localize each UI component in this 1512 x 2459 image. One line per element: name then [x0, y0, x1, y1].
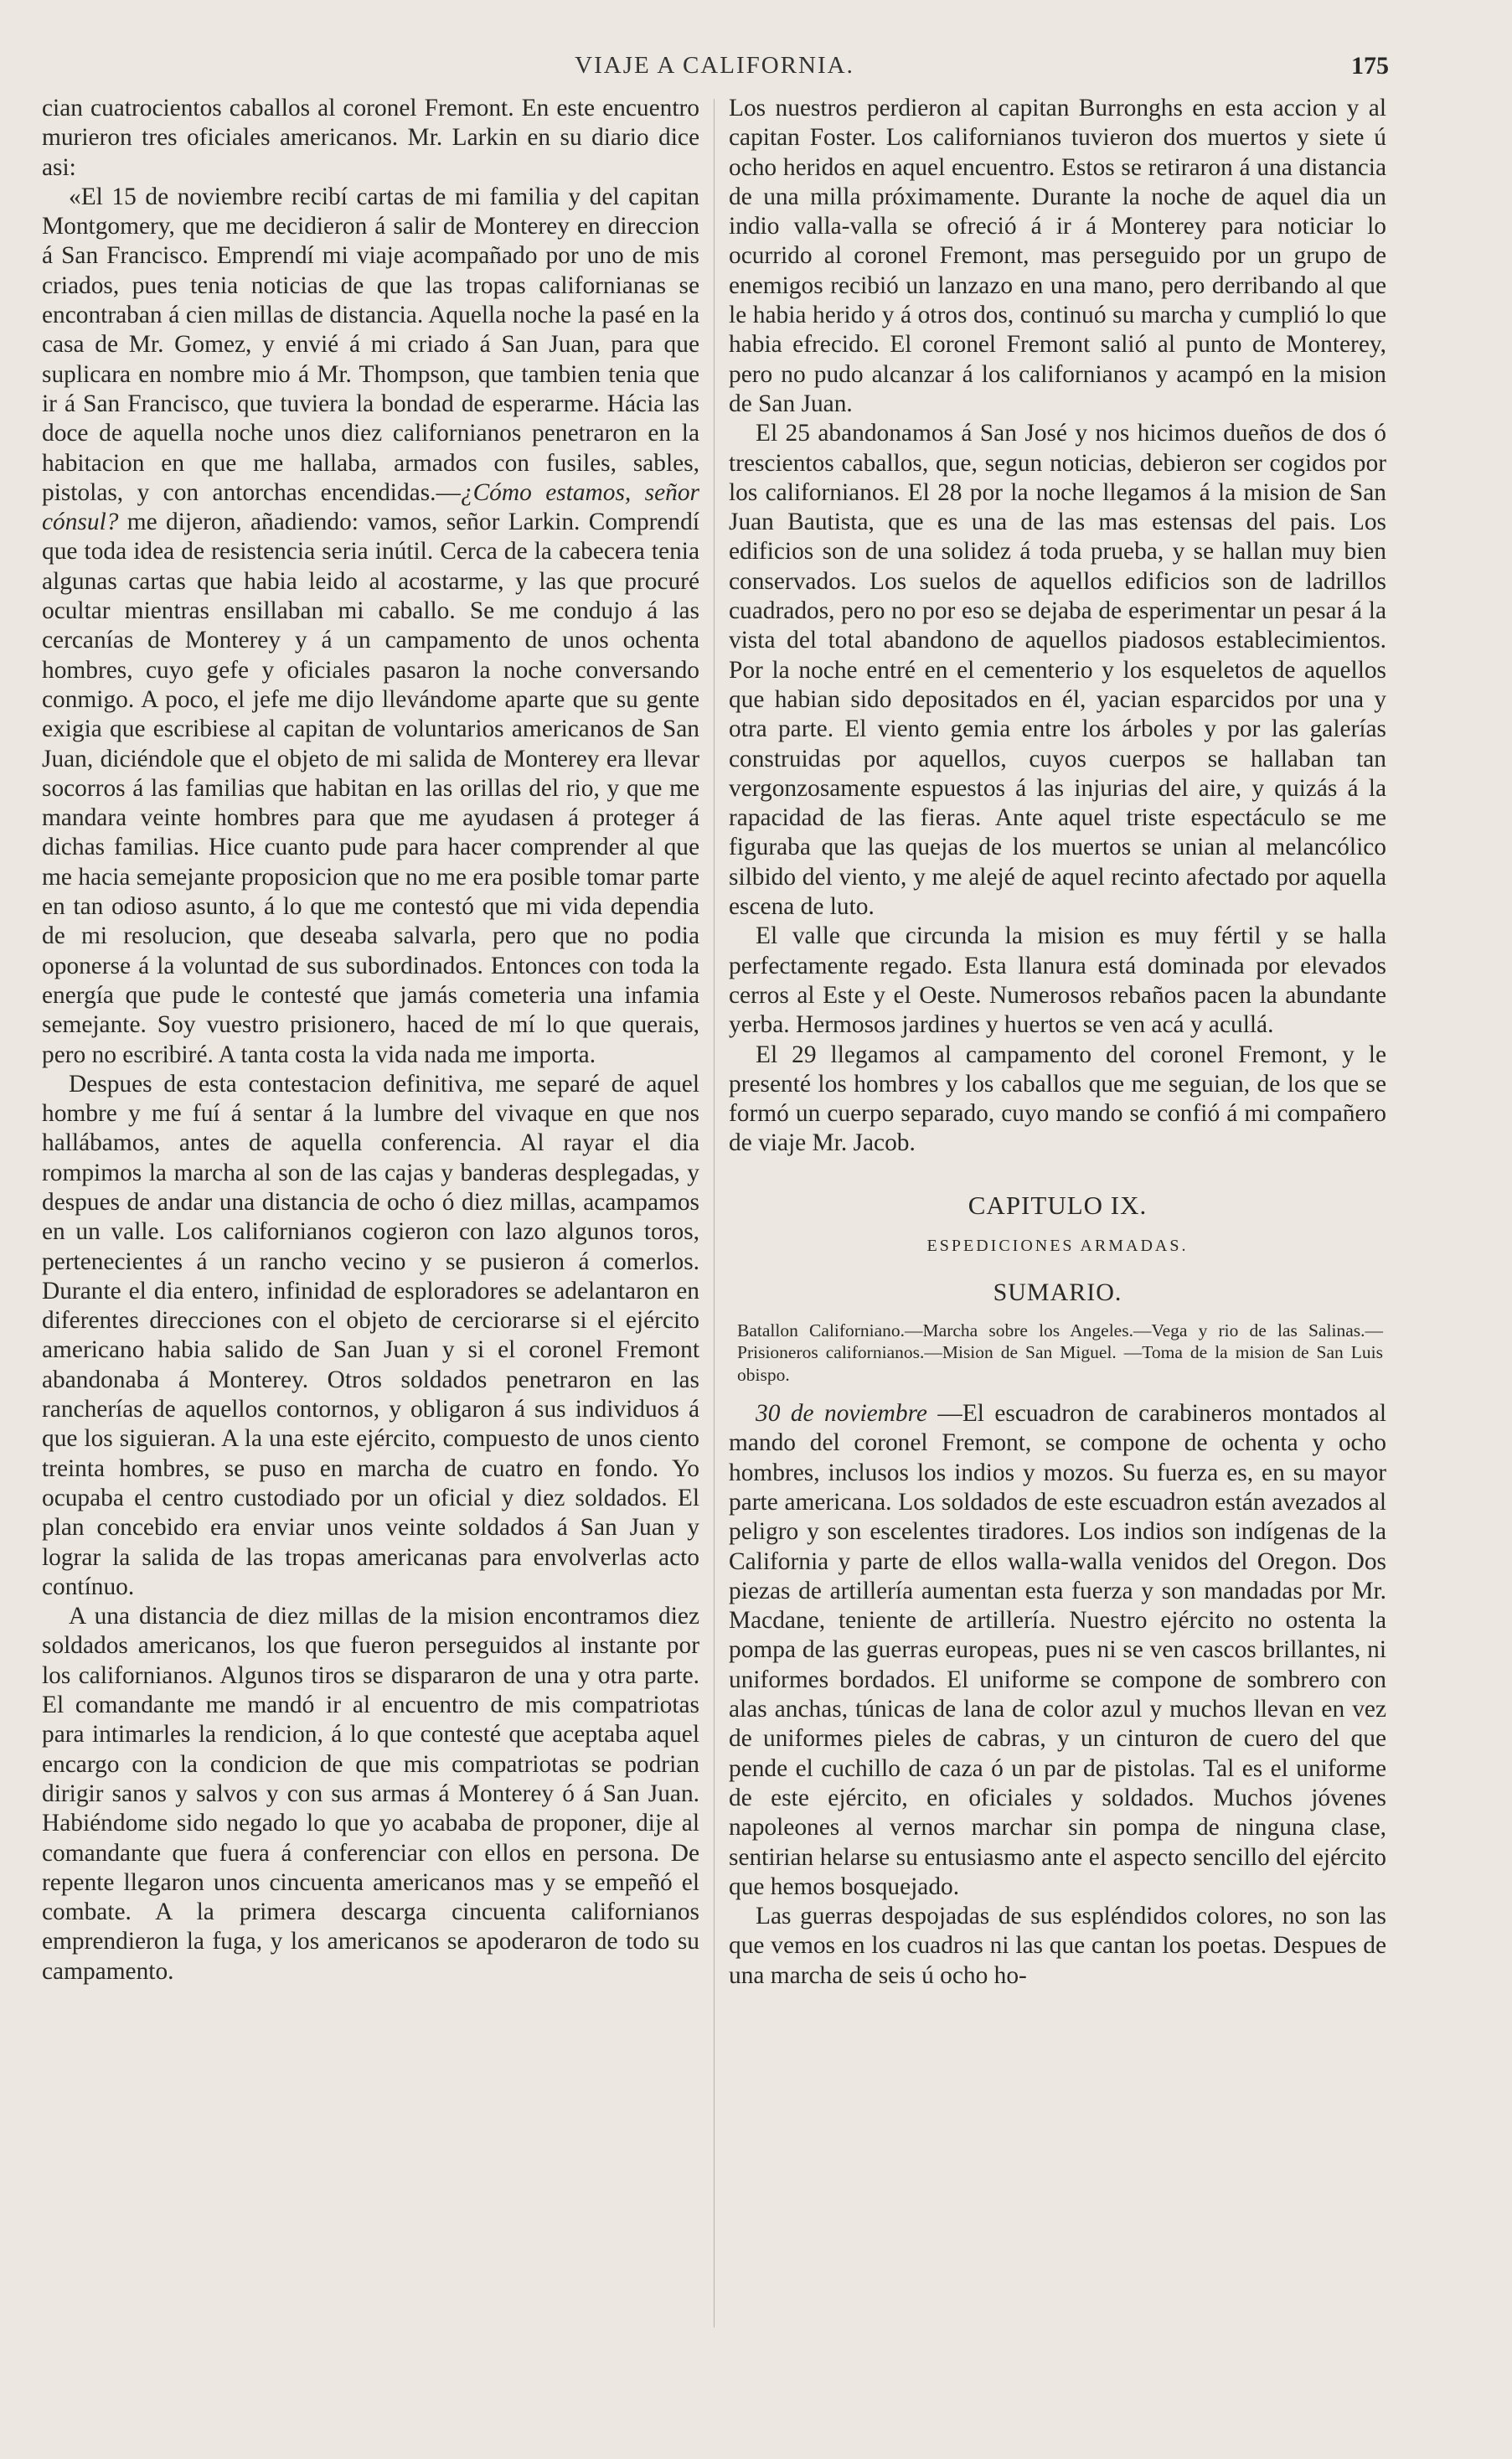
paragraph: El 25 abandonamos á San José y nos hicimos dueños de dos ó trescientos caballos, que, segun noticias, debieron ser cogidos por los californianos. El 28 por la noche llegamos á la mision de San Juan Bautista, que es una de las mas estensas del pais. Los edificios son de una solidez á toda prueba, y se hallan muy bien conservados. Los suelos de aquellos edificios son de ladrillos cuadrados, pero no por eso se dejaba de esperimentar un pesar á la vista del total abandono de aquellos piadosos establecimientos. Por la noche entré en el cementerio y los esqueletos de aquellos que habian sido depositados en él, yacian esparcidos por una y otra parte. El viento gemia entre los árboles y por las galerías construidas por aquellos, cuyos cuerpos se hallaban tan vergonzosamente espuestos á las injurias del aire, y quizás á la rapacidad de las fieras. Ante aquel triste espectáculo se me figuraba que las quejas de los muertos se unian al melancólico silbido del viento, y me alejé de aquel recinto afectado por aquella escena de luto. [729, 420, 1386, 921]
text-run: me dijeron, añadiendo: vamos, señor Larkin. Comprendí que toda idea de resistencia seria inútil. Cerca de la cabecera tenia algunas cartas que habia leido al acostarme, y las que procuré ocultar mientras ensillaban mi caballo. Se me condujo á las cercanías de Monterey y á un campamento de unos ochenta hombres, cuyo gefe y oficiales pasaron la noche conversando conmigo. A poco, el jefe me dijo llevándome aparte que su gente exigia que escribiese al capitan de voluntarios americanos de San Juan, diciéndole que el objeto de mi salida de Monterey era llevar socorros á las familias que habitan en las orillas del rio, y que me mandara veinte hombres para que me ayudasen á proteger á dichas familias. Hice cuanto pude para hacer comprender al que me hacia semejante proposicion que no me era posible tomar parte en tan odioso asunto, á lo que me contestó que mi vida dependia de mi resolucion, que deseaba salvarla, pero que no podia oponerse á la voluntad de sus subordinados. Entonces con toda la energía que pude le contesté que jamás cometeria una infamia semejante. Soy vuestro prisionero, haced de mí lo que querais, pero no escribiré. A tanta costa la vida nada me importa. [42, 509, 699, 1068]
chapter-subtitle: ESPEDICIONES ARMADAS. [926, 1236, 1189, 1255]
paragraph: El 29 llegamos al campamento del coronel Fremont, y le presenté los hombres y los caballos que me seguian, de los que se formó un cuerpo separado, cuyo mando se confió á mi compañero de viaje Mr. Jacob. [729, 1041, 1386, 1157]
paragraph: Los nuestros perdieron al capitan Burronghs en esta accion y al capitan Foster. Los californianos tuvieron dos muertos y siete ú ocho heridos en aquel encuentro. Estos se retiraron á una distancia de una milla próximamente. Durante la noche de aquel dia un indio valla-valla se ofreció á ir á Monterey para noticiar lo ocurrido al coronel Fremont, mas perseguido por un grupo de enemigos recibió un lanzazo en una mano, pero derribando al que le habia herido y á otros dos, continuó su marcha y cumplió lo que habia efrecido. El coronel Fremont salió al punto de Monterey, pero no pudo alcanzar á los californianos y acampó en la mision de San Juan. [729, 95, 1386, 417]
italic-quote: ¿Cómo estamos, señor cónsul? [42, 478, 699, 536]
page-number: 175 [1351, 52, 1389, 80]
right-column [729, 94, 1386, 1991]
summary-heading: SUMARIO. [993, 1279, 1122, 1307]
paragraph: Las guerras despojadas de sus espléndidos colores, no son las que vemos en los cuadros ni las que cantan los poetas. Despues de una marcha de seis ú ocho ho- [729, 1903, 1386, 1989]
paragraph: cian cuatrocientos caballos al coronel Fremont. En este encuentro murieron tres oficiales americanos. Mr. Larkin en su diario dice asi: [42, 95, 699, 181]
chapter-title: CAPITULO IX. [968, 1190, 1148, 1220]
text-run: «El 15 de noviembre recibí cartas de mi familia y del capitan Montgomery, que me decidieron á salir de Monterey en direccion á San Francisco. Emprendí mi viaje acompañado por uno de mis criados, pues tenia noticias de que las tropas californianas se encontraban á cien millas de distancia. Aquella noche la pasé en la casa de Mr. Gomez, y envié á mi criado á San Juan, para que suplicara en nombre mio á Mr. Thompson, que tambien tenia que ir á San Francisco, que tuviera la bondad de esperarme. Hácia las doce de aquella noche unos diez californianos penetraron en la habitacion en que me hallaba, armados con fusiles, sables, pistolas, y con antorchas encendidas.— [42, 183, 699, 506]
column-divider [714, 99, 715, 2327]
paragraph-larkin-diary [42, 183, 699, 1070]
paragraph-30-noviembre [729, 1399, 1386, 1902]
paragraph: El valle que circunda la mision es muy fértil y se halla perfectamente regado. Esta llanura está dominada por elevados cerros al Este y el Oeste. Numerosos rebaños pacen la abundante yerba. Hermosos jardines y huertos se ven acá y acullá. [729, 922, 1386, 1039]
paragraph: A una distancia de diez millas de la mision encontramos diez soldados americanos, los que fueron perseguidos al instante por los californianos. Algunos tiros se dispararon de una y otra parte. El comandante me mandó ir al encuentro de mis compatriotas para intimarles la rendicion, á lo que contesté que aceptaba aquel encargo con la condicion de que mis compatriotas se podrian dirigir sanos y salvos y con sus armas á Monterey ó á San Juan. Habiéndome sido negado lo que yo acababa de proponer, dije al comandante que fuera á conferenciar con ellos en persona. De repente llegaron unos cincuenta americanos mas y se empeñó el combate. A la primera descarga cincuenta californianos emprendieron la fuga, y los americanos se apoderaron de todo su campamento. [42, 1603, 699, 1985]
running-head [40, 52, 1389, 85]
italic-date: 30 de noviembre [756, 1400, 927, 1428]
summary-text: Batallon Californiano.—Marcha sobre los Angeles.—Vega y rio de las Salinas.—Prisioneros californianos.—Mision de San Miguel. —Toma de la mision de San Luis obispo. [737, 1320, 1383, 1385]
text-run: —El escuadron de carabineros montados al mando del coronel Fremont, se compone de ochenta y ocho hombres, inclusos los indios y mozos. Su fuerza es, en su mayor parte americana. Los soldados de este escuadron están avezados al peligro y son escelentes tiradores. Los indios son indígenas de la California y parte de ellos walla-walla venidos del Oregon. Dos piezas de artillería aumentan esta fuerza y son mandadas por Mr. Macdane, teniente de artillería. Nuestro ejército no ostenta la pompa de las guerras europeas, pues ni se ven cascos brillantes, ni uniformes bordados. El uniforme se compone de sombrero con alas anchas, túnicas de lana de color azul y muchos llevan en vez de uniformes pieles de cabras, y un cinturon de cuero del que pende el cuchillo de caza ó un par de pistolas. Tal es el uniforme de este ejército, en oficiales y soldados. Muchos jóvenes napoleones al vernos marchar sin pompa de ninguna clase, sentirian helarse su entusiasmo ante el aspecto sencillo del ejército que hemos bosquejado. [729, 1400, 1386, 1900]
running-title: VIAJE A CALIFORNIA. [575, 52, 854, 79]
paragraph: Despues de esta contestacion definitiva, me separé de aquel hombre y me fuí á sentar á la lumbre del vivaque en que nos hallábamos, antes de aquella conferencia. Al rayar el dia rompimos la marcha al son de las cajas y banderas desplegadas, y despues de andar una distancia de ocho ó diez millas, acampamos en un valle. Los californianos cogieron con lazo algunos toros, pertenecientes á un rancho vecino y se pusieron á comerlos. Durante el dia entero, infinidad de esploradores se adelantaron en diferentes direcciones con el objeto de cerciorarse si el ejército americano habia salido de San Juan y si el coronel Fremont abandonaba á Monterey. Otros soldados penetraron en las rancherías de aquellos contornos, y obligaron á sus individuos á que los siguieran. A la una este ejército, compuesto de unos ciento treinta hombres, se puso en marcha de cuatro en fondo. Yo ocupaba el centro custodiado por un oficial y diez soldados. El plan concebido era enviar unos veinte soldados á San Juan y lograr la salida de las tropas americanas para envolverlas acto contínuo. [42, 1070, 699, 1600]
left-column [42, 94, 699, 1986]
